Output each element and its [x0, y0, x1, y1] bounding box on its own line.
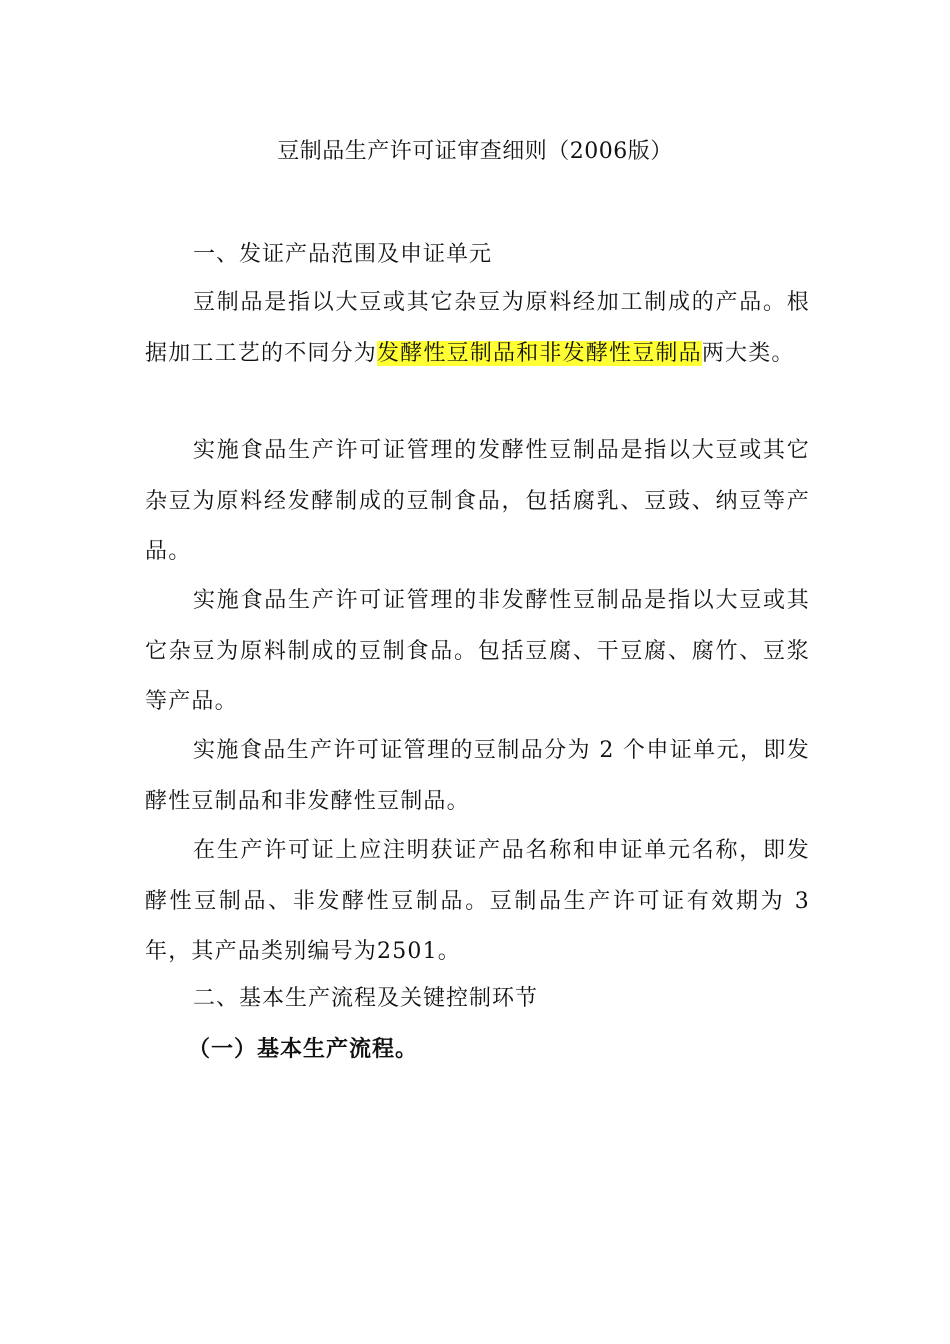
paragraph-definition [145, 278, 810, 379]
paragraph-units: 实施食品生产许可证管理的豆制品分为 2 个申证单元，即发酵性豆制品和非发酵性豆制品。 [145, 738, 810, 814]
subsection-heading-process: （一）基本生产流程。 [188, 1036, 419, 1062]
paragraph-definition-text: 豆制品是指以大豆或其它杂豆为原料经加工制成的产品。根据加工工艺的不同分为 [145, 290, 810, 366]
document-title: 豆制品生产许可证审查细则（2006版） [277, 139, 673, 164]
paragraph-non-fermented: 实施食品生产许可证管理的非发酵性豆制品是指以大豆或其它杂豆为原料制成的豆制食品。包括豆腐、干豆腐、腐竹、豆浆等产品。 [145, 588, 810, 714]
paragraph-definition-tail: 两大类。 [701, 340, 795, 366]
paragraph-license: 在生产许可证上应注明获证产品名称和申证单元名称，即发酵性豆制品、非发酵性豆制品。豆制品生产许可证有效期为 3 年，其产品类别编号为2501。 [145, 838, 810, 964]
section-heading-process: 二、基本生产流程及关键控制环节 [193, 986, 539, 1011]
section-heading-scope: 一、发证产品范围及申证单元 [193, 242, 493, 267]
highlighted-text: 发酵性豆制品和非发酵性豆制品 [377, 340, 702, 366]
paragraph-fermented: 实施食品生产许可证管理的发酵性豆制品是指以大豆或其它杂豆为原料经发酵制成的豆制食品，包括腐乳、豆豉、纳豆等产品。 [145, 438, 810, 564]
